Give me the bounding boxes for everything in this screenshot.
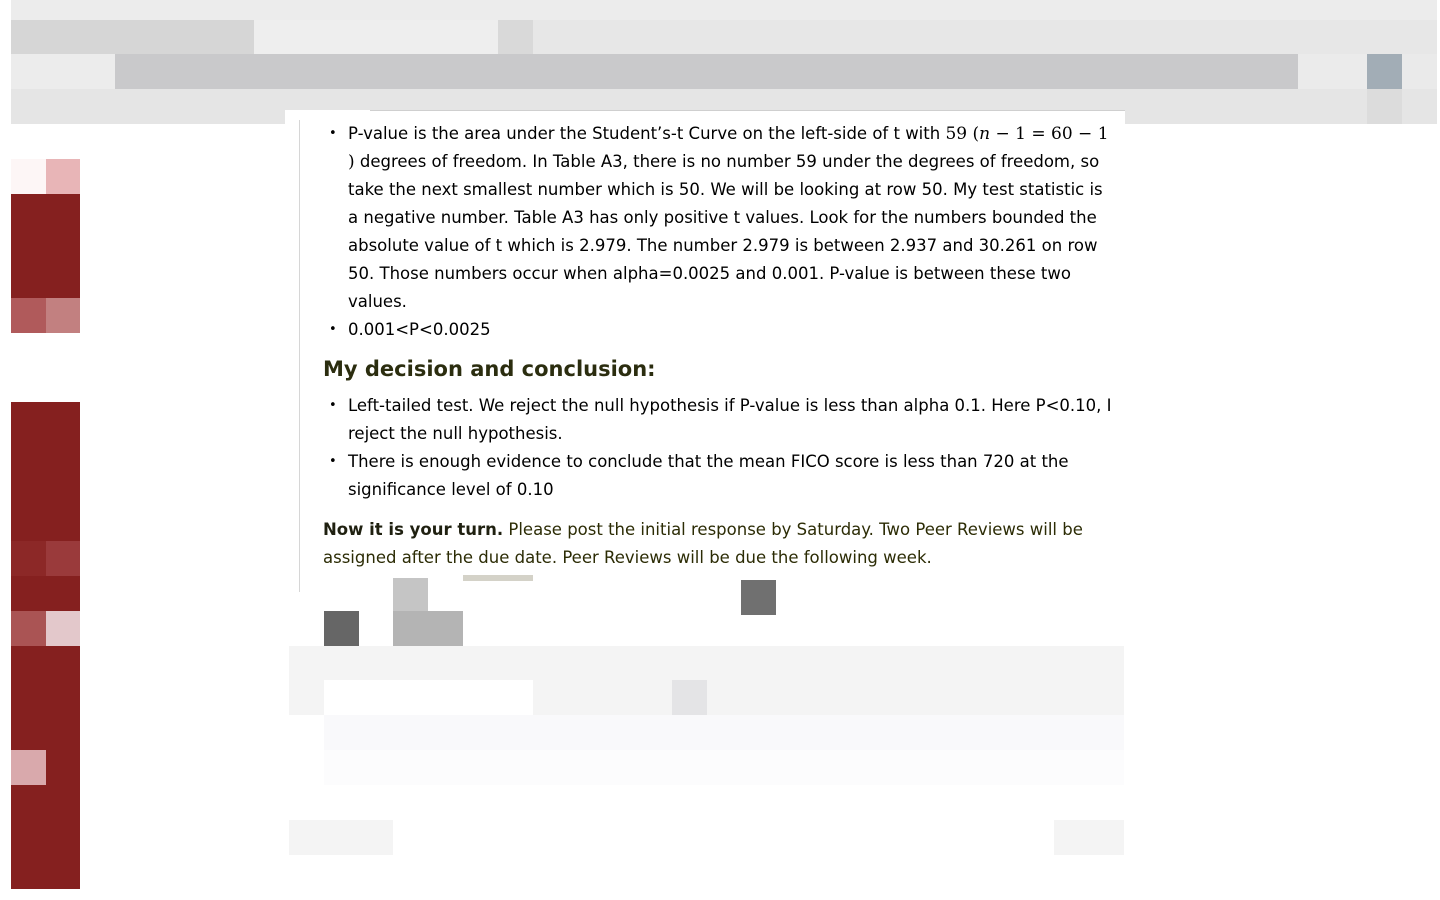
decision-list bbox=[323, 392, 1113, 504]
nav-item[interactable] bbox=[11, 611, 46, 646]
bookmarks-bar-item[interactable] bbox=[1367, 89, 1402, 124]
nav-item[interactable] bbox=[11, 298, 46, 333]
nav-item[interactable] bbox=[46, 611, 80, 646]
previous-button[interactable] bbox=[289, 820, 393, 855]
new-tab-button[interactable] bbox=[498, 20, 533, 54]
math-var: n bbox=[979, 124, 991, 144]
global-nav bbox=[11, 159, 80, 889]
nav-item[interactable] bbox=[11, 750, 46, 785]
browser-tab[interactable] bbox=[11, 20, 254, 54]
nav-item[interactable] bbox=[46, 541, 80, 576]
decision-text: Left-tailed test. We reject the null hypothesis if P-value is less than alpha 0.1. Here P<0.10, I reject the null hypothesis. bbox=[348, 396, 1112, 443]
reply-area bbox=[289, 575, 1124, 855]
reply-row bbox=[324, 750, 1124, 785]
user-avatar[interactable] bbox=[324, 611, 359, 646]
pvalue-range: 0.001<P<0.0025 bbox=[348, 320, 491, 339]
attachment-thumb[interactable] bbox=[463, 575, 533, 581]
pvalue-list bbox=[323, 120, 1113, 344]
math-expression bbox=[945, 124, 1108, 144]
discussion-post bbox=[285, 110, 1125, 593]
browser-menu-button[interactable] bbox=[1402, 54, 1437, 89]
address-bar[interactable] bbox=[115, 54, 1298, 89]
post-body bbox=[323, 120, 1113, 572]
list-item bbox=[323, 120, 1113, 316]
attachment-thumb[interactable] bbox=[393, 611, 463, 646]
nav-item[interactable] bbox=[11, 194, 80, 298]
pvalue-text: degrees of freedom. In Table A3, there is no number 59 under the degrees of freedom, so take the next smallest number which is 50. We will be looking at row 50. My test statistic is a negative number. Table A3 has only positive t values. Look for the numbers bounded the absolute value of t which is 2.979. The number 2.979 is between 2.937 and 30.261 on row 50. Those numbers occur when alpha=0.0025 and 0.001. P-value is between these two values. bbox=[348, 152, 1103, 311]
browser-tab-active[interactable] bbox=[254, 20, 498, 54]
nav-buttons[interactable] bbox=[11, 54, 115, 89]
instructions-note bbox=[323, 516, 1113, 572]
reply-option[interactable] bbox=[672, 680, 707, 715]
math-df: 59 bbox=[945, 124, 968, 144]
nav-item[interactable] bbox=[11, 402, 80, 541]
note-bold: Now it is your turn. bbox=[323, 520, 504, 539]
reply-input[interactable] bbox=[324, 680, 533, 715]
attachment-thumb[interactable] bbox=[741, 580, 776, 615]
divider bbox=[370, 110, 1125, 111]
nav-item[interactable] bbox=[11, 576, 80, 611]
nav-item[interactable] bbox=[11, 541, 46, 576]
math-paren: ( bbox=[972, 124, 980, 144]
reply-row bbox=[324, 715, 1124, 750]
nav-item[interactable] bbox=[11, 646, 80, 750]
math-paren: ) bbox=[348, 152, 355, 172]
tab-strip-empty bbox=[533, 20, 1437, 54]
list-item bbox=[323, 316, 1113, 344]
decision-heading: My decision and conclusion: bbox=[323, 357, 656, 381]
note-text: Please post the initial response by Saturday. Two Peer Reviews will be assigned after the due date. Peer Reviews will be due the following week. bbox=[323, 520, 1083, 567]
conclusion-text: There is enough evidence to conclude that the mean FICO score is less than 720 at the significance level of 0.10 bbox=[348, 452, 1069, 499]
list-item bbox=[323, 448, 1113, 504]
nav-item[interactable] bbox=[11, 785, 80, 889]
reply-thread-line bbox=[299, 120, 300, 592]
nav-item[interactable] bbox=[46, 750, 80, 785]
browser-chrome bbox=[11, 0, 1437, 124]
next-button[interactable] bbox=[1054, 820, 1124, 855]
nav-item[interactable] bbox=[46, 298, 80, 333]
pvalue-text: P-value is the area under the Student’s-t Curve on the left-side of t with bbox=[348, 124, 941, 143]
profile-avatar[interactable] bbox=[1367, 54, 1402, 89]
attachment-thumb[interactable] bbox=[393, 578, 428, 613]
toolbar-actions[interactable] bbox=[1298, 54, 1367, 89]
nav-item[interactable] bbox=[11, 159, 46, 194]
chrome-top-strip bbox=[11, 0, 1437, 20]
math-expr: − 1 = 60 − 1 bbox=[995, 124, 1109, 144]
nav-item[interactable] bbox=[46, 159, 80, 194]
list-item bbox=[323, 392, 1113, 448]
